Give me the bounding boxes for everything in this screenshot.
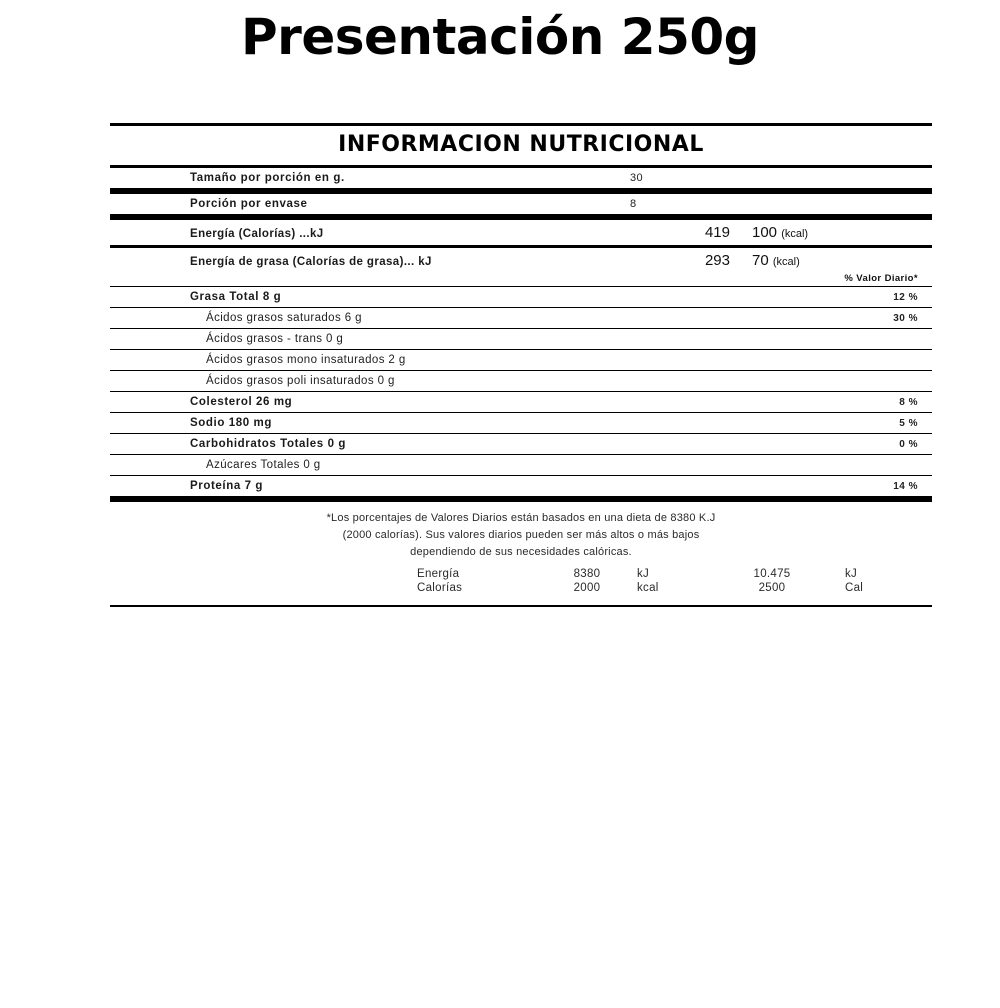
energy-from-fat-kcal-value: 70 bbox=[752, 252, 769, 269]
reference-label: Calorías bbox=[417, 582, 463, 595]
nutrient-row bbox=[110, 371, 932, 391]
daily-value-header: % Valor Diario* bbox=[844, 273, 918, 284]
nutrient-dv: 14 % bbox=[893, 481, 918, 492]
reference-values-table bbox=[127, 567, 915, 595]
nutrient-dv: 30 % bbox=[893, 313, 918, 324]
servings-per-container-label: Porción por envase bbox=[190, 198, 308, 210]
energy-from-fat-kj-value: 293 bbox=[704, 252, 730, 269]
servings-per-container-row bbox=[110, 194, 932, 214]
reference-value-2000: 2000 bbox=[573, 582, 601, 595]
nutrient-row bbox=[110, 476, 932, 496]
serving-size-label: Tamaño por porción en g. bbox=[190, 172, 345, 184]
nutrient-row bbox=[110, 455, 932, 475]
energy-from-fat-kcal-cell bbox=[730, 252, 922, 269]
nutrient-row bbox=[110, 308, 932, 328]
energy-row bbox=[110, 220, 932, 245]
footnote-line: (2000 calorías). Sus valores diarios pueden ser más altos o más bajos bbox=[342, 529, 700, 542]
footnote-line: *Los porcentajes de Valores Diarios están basados en una dieta de 8380 K.J bbox=[326, 512, 716, 524]
nutrient-row bbox=[110, 329, 932, 349]
nutrient-row bbox=[110, 287, 932, 307]
energy-kcal-cell bbox=[730, 224, 922, 241]
nutrient-label: Ácidos grasos poli insaturados 0 g bbox=[206, 375, 395, 387]
document-page bbox=[0, 8, 1000, 1008]
nutrient-label: Ácidos grasos saturados 6 g bbox=[206, 312, 362, 324]
servings-per-container-value: 8 bbox=[630, 198, 637, 210]
nutrient-label: Carbohidratos Totales 0 g bbox=[190, 438, 347, 450]
nutrient-dv: 12 % bbox=[893, 292, 918, 303]
energy-kj-value: 419 bbox=[704, 224, 730, 241]
nutrient-row bbox=[110, 350, 932, 370]
nutrient-label: Ácidos grasos - trans 0 g bbox=[206, 333, 344, 345]
nutrient-label: Colesterol 26 mg bbox=[190, 396, 293, 408]
energy-kcal-unit: (kcal) bbox=[781, 228, 809, 240]
reference-unit-2000: kJ bbox=[637, 568, 650, 581]
reference-unit-2500: Cal bbox=[845, 582, 864, 595]
table-row bbox=[127, 581, 915, 595]
reference-value-2500: 10.475 bbox=[753, 568, 791, 581]
serving-size-value: 30 bbox=[630, 172, 644, 184]
nutrient-dv: 0 % bbox=[899, 439, 918, 450]
table-row bbox=[127, 567, 915, 581]
nutrient-dv: 8 % bbox=[899, 397, 918, 408]
nutrient-label: Grasa Total 8 g bbox=[190, 291, 282, 303]
footnote-line: dependiendo de sus necesidades calóricas. bbox=[410, 546, 632, 559]
nutrient-row bbox=[110, 413, 932, 433]
nutrition-facts-panel bbox=[110, 123, 932, 607]
nutrient-row bbox=[110, 434, 932, 454]
reference-value-2500: 2500 bbox=[758, 582, 786, 595]
energy-from-fat-row bbox=[110, 248, 932, 273]
reference-label: Energía bbox=[417, 568, 460, 581]
reference-unit-2000: kcal bbox=[637, 582, 659, 595]
energy-from-fat-label: Energía de grasa (Calorías de grasa)... kJ bbox=[190, 256, 432, 268]
energy-from-fat-kcal-unit: (kcal) bbox=[772, 256, 800, 268]
nutrient-label: Ácidos grasos mono insaturados 2 g bbox=[206, 354, 406, 366]
reference-value-2000: 8380 bbox=[573, 568, 601, 581]
serving-size-row bbox=[110, 168, 932, 188]
page-title: Presentación 250g bbox=[241, 8, 759, 66]
nutrient-label: Proteína 7 g bbox=[190, 480, 264, 492]
energy-label: Energía (Calorías) ...kJ bbox=[190, 228, 324, 240]
reference-unit-2500: kJ bbox=[845, 568, 858, 581]
nutrient-row bbox=[110, 392, 932, 412]
nutrient-dv: 5 % bbox=[899, 418, 918, 429]
nutrition-label-heading: INFORMACION NUTRICIONAL bbox=[338, 132, 704, 157]
energy-kcal-value: 100 bbox=[752, 224, 778, 241]
nutrient-label: Azúcares Totales 0 g bbox=[206, 459, 321, 471]
daily-value-footnote bbox=[110, 502, 932, 563]
nutrient-label: Sodio 180 mg bbox=[190, 417, 272, 429]
